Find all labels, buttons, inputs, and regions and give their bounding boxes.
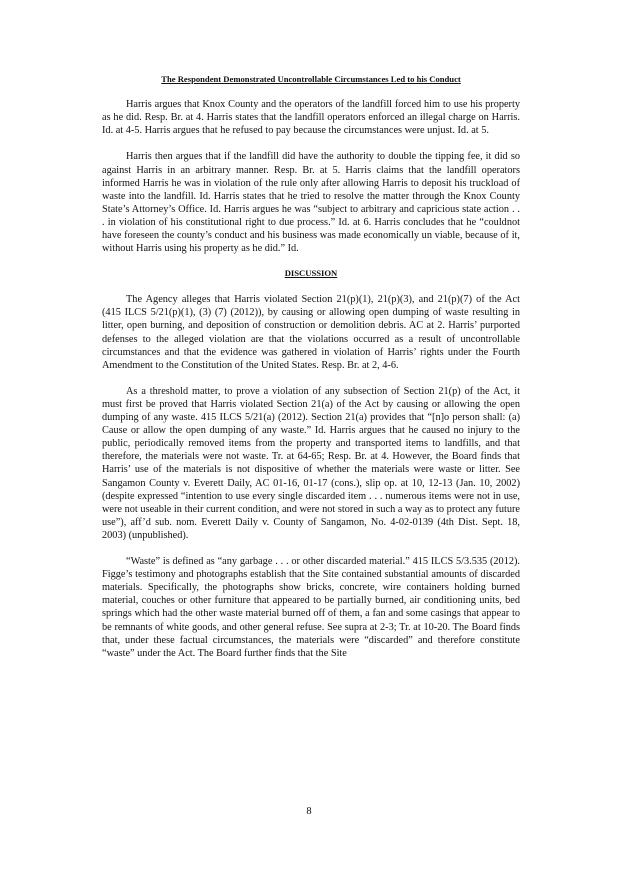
- paragraph-4: As a threshold matter, to prove a violation of any subsection of Section 21(p) of the Act, it must first be proved that Harris violated Section 21(a) of the Act by causing or allowing the open dumping of any waste. 415 ILCS 5/21(a) (2012). Section 21(a) provides that “[n]o person shall: (a) Cause or allow the open dumping of any waste.” Id. Harris argues that he caused no injury to the public, periodically removed items from the property and transported items to landfills, and that therefore, the materials were not waste. Tr. at 64-65; Resp. Br. at 4. However, the Board finds that Harris’ use of the materials is not dispositive of whether the materials were waste or litter. See Sangamon County v. Everett Daily, AC 01-16, 01-17 (cons.), slip op. at 10, 12-13 (Jan. 10, 2002) (despite expressed “intention to use every single discarded item . . . numerous items were not in use, were not useable in their current condition, and were not stored in such a way as to protect any future use”), aff’d sub. nom. Everett Daily v. County of Sangamon, No. 4-02-0139 (4th Dist. Sept. 18, 2003) (unpublished).: [102, 385, 520, 541]
- section-heading-facts: The Respondent Demonstrated Uncontrollable Circumstances Led to his Conduct: [161, 74, 461, 84]
- document-body: [102, 73, 520, 660]
- paragraph-3: The Agency alleges that Harris violated Section 21(p)(1), 21(p)(3), and 21(p)(7) of the Act (415 ILCS 5/21(p)(1), (3) (7) (2012)), by causing or allowing open dumping of waste resulting in litter, open burning, and deposition of construction or demolition debris. AC at 2. Harris’ purported defenses to the alleged violation are that the violations occurred as a result of uncontrollable circumstances and that the evidence was gathered in violation of Harris’ rights under the Fourth Amendment to the Constitution of the United States. Resp. Br. at 2, 4-6.: [102, 294, 520, 371]
- section-heading-discussion: DISCUSSION: [284, 268, 338, 279]
- page-number: 8: [306, 806, 312, 817]
- paragraph-2: Harris then argues that if the landfill did have the authority to double the tipping fee, it did so against Harris in an arbitrary manner. Resp. Br. at 5. Harris claims that the landfill operators informed Harris he was in violation of the rule only after allowing Harris to deposit his truckload of waste into the landfill. Id. Harris states that he tried to resolve the matter through the Knox County State’s Attorney’s Office. Id. Harris argues he was “subject to arbitrary and capricious state action . . . in violation of his constitutional right to due process.” Id. at 6. Harris concludes that he “couldnot have foreseen the county’s conduct and his business was made economically un viable, because of it, without Harris using his property as he did.” Id.: [102, 151, 520, 255]
- document-page: [0, 73, 618, 873]
- paragraph-1: Harris argues that Knox County and the operators of the landfill forced him to use his property as he did. Resp. Br. at 4. Harris states that the landfill operators enforced an illegal charge on Harris. Id. at 4-5. Harris argues that he refused to pay because the circumstances were unjust. Id. at 5.: [102, 99, 520, 137]
- paragraph-5: “Waste” is defined as “any garbage . . . or other discarded material.” 415 ILCS 5/3.535 (2012). Figge’s testimony and photographs establish that the Site contained substantial amounts of discarded materials. Specifically, the photographs show bricks, concrete, wire containers holding burned material, couches or other furniture that appeared to be partially burned, air conditioning units, bed springs which had the other waste material burned off of them, a fan and some casings that appear to be remnants of white goods, and other general refuse. See supra at 2-3; Tr. at 10-20. The Board finds that, under these factual circumstances, the materials were “discarded” and therefore constitute “waste” under the Act. The Board further finds that the Site: [102, 556, 520, 659]
